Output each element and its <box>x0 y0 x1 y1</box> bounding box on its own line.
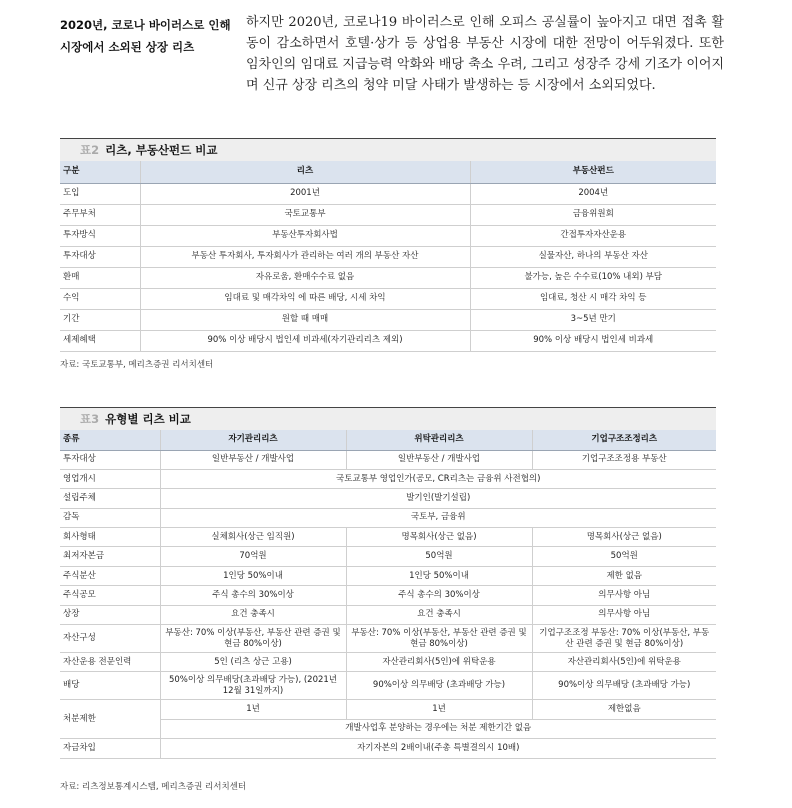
table-row <box>60 246 716 267</box>
table-row <box>60 508 716 527</box>
row-header: 배당 <box>60 672 160 700</box>
row-header: 세제혜택 <box>60 330 140 351</box>
table-row <box>60 330 716 351</box>
column-header: 부동산펀드 <box>470 161 716 183</box>
table-cell: 간접투자자산운용 <box>470 225 716 246</box>
side-heading-line: 시장에서 소외된 상장 리츠 <box>60 40 195 54</box>
table-cell: 자기자본의 2배이내(주총 특별결의시 10배) <box>160 739 716 758</box>
table-cell: 부동산 투자회사, 투자회사가 관리하는 여러 개의 부동산 자산 <box>140 246 470 267</box>
table-cell: 요건 충족시 <box>346 605 532 624</box>
row-header: 주식분산 <box>60 566 160 585</box>
table-cell: 일반부동산 / 개발사업 <box>160 450 346 469</box>
table-row <box>60 528 716 547</box>
table-cell: 자유로움, 환매수수료 없음 <box>140 267 470 288</box>
row-header: 수익 <box>60 288 140 309</box>
table-cell: 실체회사(상근 임직원) <box>160 528 346 547</box>
table-row <box>60 267 716 288</box>
table-row <box>60 672 716 700</box>
table-cell: 90%이상 의무배당 (초과배당 가능) <box>346 672 532 700</box>
table-cell: 기업구조조정 부동산: 70% 이상(부동산, 부동산 관련 증권 및 현금 80%이상) <box>532 625 716 653</box>
table-cell: 5인 (리츠 상근 고용) <box>160 653 346 672</box>
table-cell: 임대료, 청산 시 매각 차익 등 <box>470 288 716 309</box>
table-cell: 90% 이상 배당시 법인세 비과세 <box>470 330 716 351</box>
row-header: 처분제한 <box>60 700 160 739</box>
row-header: 자산구성 <box>60 625 160 653</box>
table-cell: 50억원 <box>346 547 532 566</box>
table-cell: 1년 <box>160 700 346 719</box>
row-header: 주무부처 <box>60 204 140 225</box>
row-header: 투자대상 <box>60 246 140 267</box>
table-cell: 불가능, 높은 수수료(10% 내외) 부담 <box>470 267 716 288</box>
table-row <box>60 547 716 566</box>
row-header: 기간 <box>60 309 140 330</box>
table-row <box>60 739 716 758</box>
table-row <box>60 309 716 330</box>
table-cell: 제한 없음 <box>532 566 716 585</box>
table1 <box>60 161 716 352</box>
table-cell: 의무사항 아님 <box>532 605 716 624</box>
table1-title: 리츠, 부동산펀드 비교 <box>105 143 218 157</box>
table-cell: 1인당 50%이내 <box>160 566 346 585</box>
table1-title-bar <box>60 138 716 162</box>
row-header: 자산운용 전문인력 <box>60 653 160 672</box>
table-cell: 1인당 50%이내 <box>346 566 532 585</box>
row-header: 설립주체 <box>60 489 160 508</box>
table-cell: 2001년 <box>140 183 470 204</box>
table-row <box>60 288 716 309</box>
table2-number: 표3 <box>80 412 100 426</box>
table-row <box>60 489 716 508</box>
row-header: 감독 <box>60 508 160 527</box>
table-cell: 부동산: 70% 이상(부동산, 부동산 관련 증권 및 현금 80%이상) <box>346 625 532 653</box>
row-header: 최저자본금 <box>60 547 160 566</box>
table-cell: 일반부동산 / 개발사업 <box>346 450 532 469</box>
table-cell: 기업구조조정용 부동산 <box>532 450 716 469</box>
column-header: 위탁관리리츠 <box>346 430 532 450</box>
row-header: 도입 <box>60 183 140 204</box>
column-header: 기업구조조정리츠 <box>532 430 716 450</box>
table-header-row <box>60 161 716 183</box>
row-header: 투자방식 <box>60 225 140 246</box>
table-row <box>60 625 716 653</box>
table-cell: 금융위원회 <box>470 204 716 225</box>
table-cell: 2004년 <box>470 183 716 204</box>
table-row <box>60 204 716 225</box>
table-cell: 임대료 및 매각차익 에 따른 배당, 시세 차익 <box>140 288 470 309</box>
table-row <box>60 450 716 469</box>
table1-number: 표2 <box>80 143 100 157</box>
table-cell: 자산관리회사(5인)에 위탁운용 <box>532 653 716 672</box>
table-cell: 1년 <box>346 700 532 719</box>
column-header: 리츠 <box>140 161 470 183</box>
table-cell: 실물자산, 하나의 부동산 자산 <box>470 246 716 267</box>
table-cell: 국토교통부 <box>140 204 470 225</box>
row-header: 자금차입 <box>60 739 160 758</box>
table-cell: 부동산투자회사법 <box>140 225 470 246</box>
table-cell: 90% 이상 배당시 법인세 비과세(자기관리리츠 제외) <box>140 330 470 351</box>
table-row <box>60 700 716 719</box>
intro-side-heading <box>60 14 235 58</box>
table-cell: 제한없음 <box>532 700 716 719</box>
column-header: 자기관리리츠 <box>160 430 346 450</box>
table-cell: 명목회사(상근 없음) <box>346 528 532 547</box>
table-cell: 50%이상 의무배당(초과배당 가능), (2021년 12월 31일까지) <box>160 672 346 700</box>
row-header: 상장 <box>60 605 160 624</box>
table-cell: 발기인(발기설립) <box>160 489 716 508</box>
table-row <box>60 225 716 246</box>
table-cell: 부동산: 70% 이상(부동산, 부동산 관련 증권 및 현금 80%이상) <box>160 625 346 653</box>
table-cell: 명목회사(상근 없음) <box>532 528 716 547</box>
table2-title-bar <box>60 407 716 431</box>
table-row <box>60 183 716 204</box>
table-cell: 50억원 <box>532 547 716 566</box>
table-cell: 국토부, 금융위 <box>160 508 716 527</box>
table-cell: 70억원 <box>160 547 346 566</box>
table-cell: 3~5년 만기 <box>470 309 716 330</box>
table-cell: 원할 때 매매 <box>140 309 470 330</box>
table-header-row <box>60 430 716 450</box>
row-header: 주식공모 <box>60 586 160 605</box>
table2 <box>60 430 716 759</box>
table1-source: 자료: 국토교통부, 메리츠증권 리서치센터 <box>60 360 214 370</box>
table-cell: 국토교통부 영업인가(공모, CR리츠는 금융위 사전협의) <box>160 469 716 488</box>
intro-paragraph: 하지만 2020년, 코로나19 바이러스로 인해 오피스 공실률이 높아지고 대면 접촉 활동이 감소하면서 호텔·상가 등 상업용 부동산 시장에 대한 전망이 어두워졌다. 또한 임차인의 임대료 지급능력 악화와 배당 축소 우려, 그리고 성장주 강세 기조가 이어지며 신규 상장 리츠의 청약 미달 사태가 발생하는 등 시장에서 소외되었다. <box>246 15 724 93</box>
table-cell: 90%이상 의무배당 (초과배당 가능) <box>532 672 716 700</box>
row-header: 환매 <box>60 267 140 288</box>
table-row <box>60 469 716 488</box>
table-cell: 개발사업후 분양하는 경우에는 처분 제한기간 없음 <box>160 719 716 738</box>
table2-source: 자료: 리츠정보통계시스템, 메리츠증권 리서치센터 <box>60 782 247 792</box>
column-header: 구분 <box>60 161 140 183</box>
side-heading-line: 2020년, 코로나 바이러스로 인해 <box>60 18 231 32</box>
table-row <box>60 605 716 624</box>
table-cell: 자산관리회사(5인)에 위탁운용 <box>346 653 532 672</box>
table-row <box>60 586 716 605</box>
table-cell: 주식 총수의 30%이상 <box>160 586 346 605</box>
row-header: 투자대상 <box>60 450 160 469</box>
table-row <box>60 653 716 672</box>
table-row <box>60 566 716 585</box>
table-cell: 주식 총수의 30%이상 <box>346 586 532 605</box>
table-cell: 의무사항 아님 <box>532 586 716 605</box>
column-header: 종류 <box>60 430 160 450</box>
row-header: 회사형태 <box>60 528 160 547</box>
table-cell: 요건 충족시 <box>160 605 346 624</box>
row-header: 영업개시 <box>60 469 160 488</box>
table2-title: 유형별 리츠 비교 <box>105 412 191 426</box>
